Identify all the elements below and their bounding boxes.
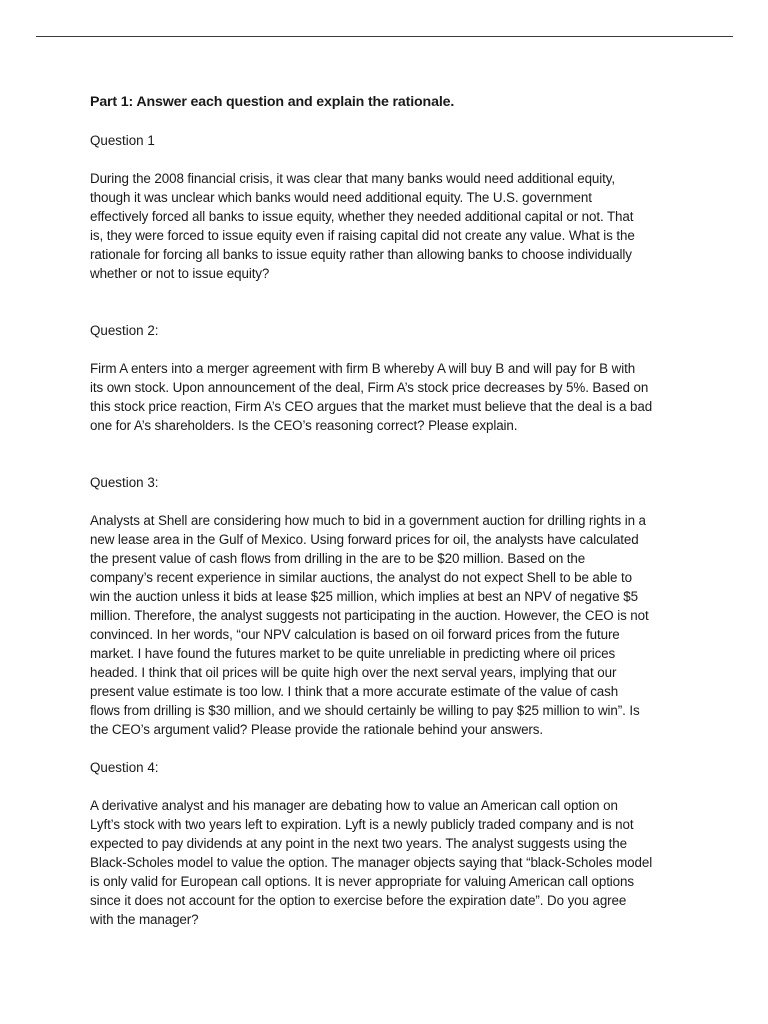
question-1-line: whether or not to issue equity? (90, 266, 270, 281)
question-3-line: flows from drilling is $30 million, and we should certainly be willing to pay $25 million to win”. Is (90, 703, 640, 718)
question-3-line: market. I have found the futures market to be quite unreliable in predicting where oil prices (90, 646, 616, 661)
spacer (90, 302, 682, 321)
question-1-line: rationale for forcing all banks to issue equity rather than allowing banks to choose individually (90, 247, 632, 262)
question-3-line: million. Therefore, the analyst suggests not participating in the auction. However, the CEO is not (90, 608, 649, 623)
question-2 (90, 321, 682, 435)
question-3-label: Question 3: (90, 475, 159, 490)
question-4-line: is only valid for European call options. It is never appropriate for valuing American call options (90, 874, 634, 889)
spacer (90, 454, 682, 473)
question-1-line: is, they were forced to issue equity even if raising capital did not create any value. What is the (90, 228, 635, 243)
question-2-line: this stock price reaction, Firm A’s CEO argues that the market must believe that the deal is a bad (90, 399, 653, 414)
question-3-line: convinced. In her words, “our NPV calculation is based on oil forward prices from the future (90, 627, 620, 642)
question-4-label: Question 4: (90, 760, 159, 775)
document-body (90, 93, 682, 948)
question-4-line: Black-Scholes model to value the option. The manager objects saying that “black-Scholes model (90, 855, 653, 870)
part-heading: Part 1: Answer each question and explain the rationale. (90, 94, 455, 110)
question-3-line: headed. I think that oil prices will be quite high over the next serval years, implying that our (90, 665, 617, 680)
question-3-line: present value estimate is too low. I think that a more accurate estimate of the value of cash (90, 684, 619, 699)
question-3 (90, 473, 682, 739)
question-3-line: Analysts at Shell are considering how much to bid in a government auction for drilling rights in a (90, 513, 646, 528)
question-3-line: the CEO’s argument valid? Please provide the rationale behind your answers. (90, 722, 544, 737)
question-4-line: with the manager? (90, 912, 199, 927)
question-3-text (90, 511, 682, 739)
question-2-line: one for A’s shareholders. Is the CEO’s reasoning correct? Please explain. (90, 418, 518, 433)
question-4-line: A derivative analyst and his manager are debating how to value an American call option on (90, 798, 618, 813)
question-3-line: new lease area in the Gulf of Mexico. Using forward prices for oil, the analysts have calculated (90, 532, 639, 547)
question-1-line: though it was unclear which banks would need additional equity. The U.S. government (90, 190, 592, 205)
question-3-line: company’s recent experience in similar auctions, the analyst do not expect Shell to be able to (90, 570, 632, 585)
question-4-line: expected to pay dividends at any point in the next two years. The analyst suggests using the (90, 836, 627, 851)
question-1 (90, 131, 682, 283)
question-3-line: win the auction unless it bids at lease $25 million, which implies at best an NPV of negative $5 (90, 589, 638, 604)
header-rule (36, 36, 733, 37)
question-4 (90, 758, 682, 929)
question-1-text (90, 169, 682, 283)
question-4-text (90, 796, 682, 929)
question-1-line: effectively forced all banks to issue equity, whether they needed additional capital or not. That (90, 209, 634, 224)
question-1-line: During the 2008 financial crisis, it was clear that many banks would need additional equity, (90, 171, 615, 186)
question-2-line: its own stock. Upon announcement of the deal, Firm A’s stock price decreases by 5%. Based on (90, 380, 649, 395)
question-1-label: Question 1 (90, 133, 155, 148)
question-3-line: the present value of cash flows from drilling in the are to be $20 million. Based on the (90, 551, 586, 566)
question-2-text (90, 359, 682, 435)
question-2-label: Question 2: (90, 323, 159, 338)
question-4-line: since it does not account for the option to exercise before the expiration date”. Do you agree (90, 893, 627, 908)
question-4-line: Lyft’s stock with two years left to expiration. Lyft is a newly publicly traded company and is not (90, 817, 634, 832)
question-2-line: Firm A enters into a merger agreement with firm B whereby A will buy B and will pay for B with (90, 361, 636, 376)
